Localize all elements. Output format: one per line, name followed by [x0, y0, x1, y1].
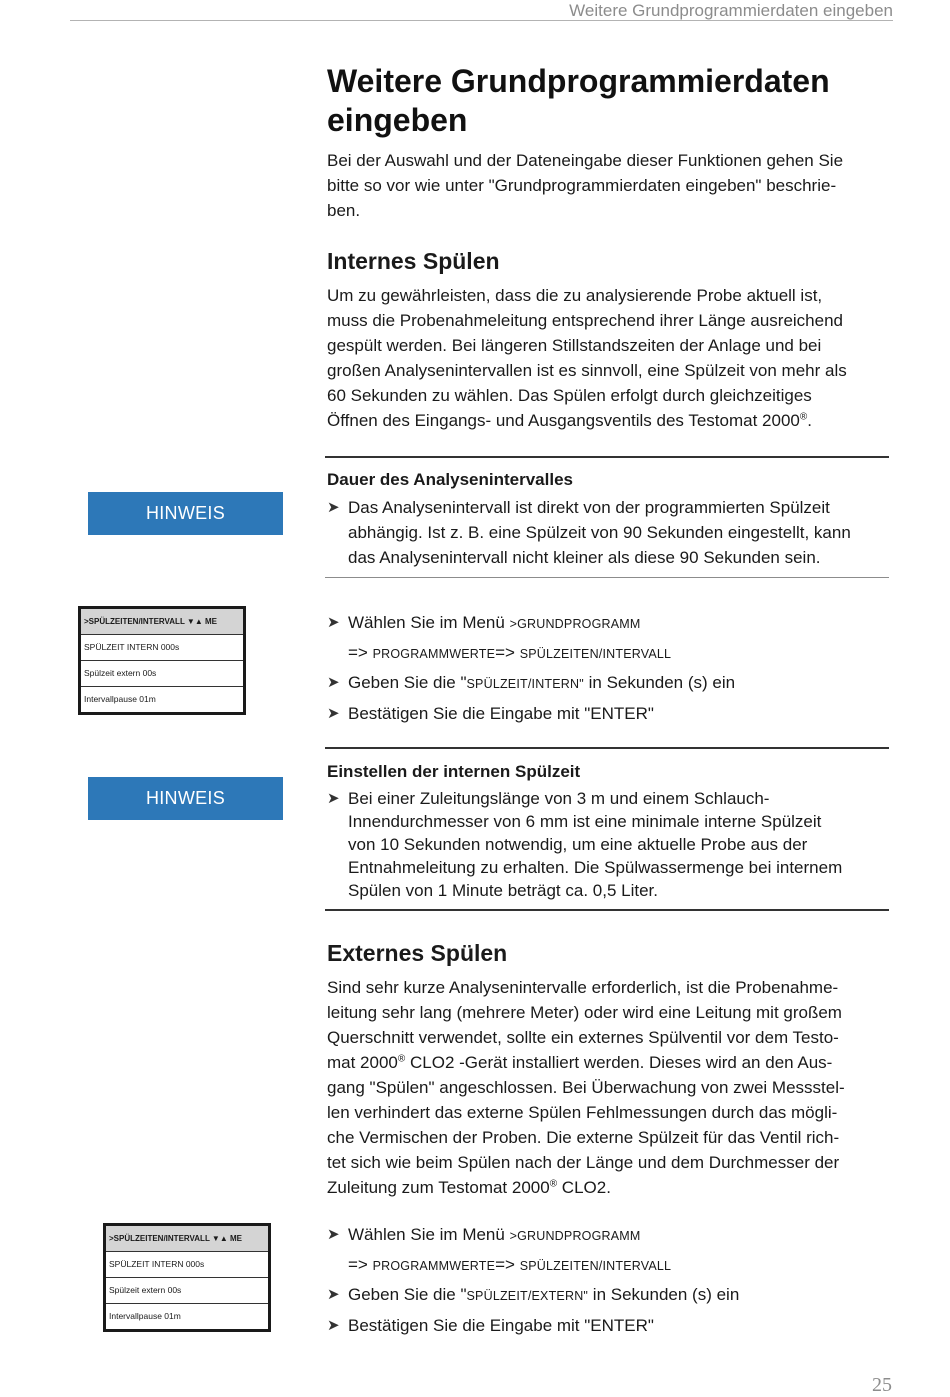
- step-continuation: [327, 640, 889, 667]
- step-bullet: [327, 670, 889, 697]
- lcd-row: Intervallpause 01m: [109, 1311, 181, 1321]
- note-heading: Dauer des Analysenintervalles: [327, 470, 573, 489]
- step-bullet: [327, 1282, 889, 1309]
- paragraph-line: CLO2 -Gerät installiert werden. Dieses wird an den Aus-: [405, 1053, 833, 1072]
- lcd-row: Spülzeit extern 00s: [106, 1278, 268, 1304]
- paragraph-line: großen Analysenintervallen ist es sinnvoll, eine Spülzeit von mehr als: [327, 361, 847, 380]
- bullet-line: Das Analysenintervall ist direkt von der programmierten Spülzeit: [348, 498, 830, 517]
- intro-line: Bei der Auswahl und der Dateneingabe dieser Funktionen gehen Sie: [327, 151, 844, 170]
- page-title-line-1: Weitere Grundprogrammierdaten: [327, 63, 830, 99]
- menu-path: SPÜLZEIT/EXTERN": [466, 1289, 589, 1303]
- paragraph-line: gang "Spülen" angeschlossen. Bei Überwachung von zwei Messstel-: [327, 1078, 845, 1097]
- bullet-line: von 10 Sekunden notwendig, um eine aktuelle Probe aus der: [348, 835, 808, 854]
- lcd-header-row: [81, 609, 243, 635]
- step-bullet: [327, 701, 889, 726]
- paragraph-line: .: [807, 411, 812, 430]
- step-text: Bestätigen Sie die Eingabe mit "ENTER": [348, 1316, 654, 1335]
- registered-mark: ®: [549, 1178, 558, 1190]
- bullet-arrow-icon: ➤: [327, 1317, 340, 1334]
- hinweis-badge: HINWEIS: [88, 492, 283, 535]
- paragraph-line: 60 Sekunden zu wählen. Das Spülen erfolgt durch gleichzeitiges: [327, 386, 812, 405]
- step-bullet: [327, 610, 889, 637]
- note-divider-bottom: [325, 577, 889, 578]
- bullet-arrow-icon: ➤: [327, 1286, 340, 1303]
- menu-path: PROGRAMMWERTE: [372, 647, 496, 661]
- paragraph-line: tet sich wie beim Spülen nach der Länge und dem Durchmesser der: [327, 1153, 840, 1172]
- note-divider-top: [325, 747, 889, 749]
- step-text: Bestätigen Sie die Eingabe mit "ENTER": [348, 704, 654, 723]
- externes-paragraph: [327, 975, 889, 1200]
- step-text: Geben Sie die ": [348, 1285, 467, 1304]
- paragraph-line: gespült werden. Bei längeren Stillstandszeiten der Anlage und bei: [327, 336, 822, 355]
- bullet-arrow-icon: ➤: [327, 674, 340, 691]
- lcd-header-text: >SPÜLZEITEN/INTERVALL: [109, 1234, 210, 1243]
- menu-path: PROGRAMMWERTE: [372, 1259, 496, 1273]
- lcd-arrow-icons: ▼▲ ME: [186, 617, 217, 626]
- lcd-header-text: >SPÜLZEITEN/INTERVALL: [84, 617, 185, 626]
- intro-line: bitte so vor wie unter "Grundprogrammierdaten eingeben" beschrie-: [327, 176, 837, 195]
- paragraph-line: mat 2000: [327, 1053, 398, 1072]
- note-bullet: [327, 495, 889, 570]
- paragraph-line: che Vermischen der Proben. Die externe Spülzeit für das Ventil rich-: [327, 1128, 840, 1147]
- section-heading-internes: Internes Spülen: [327, 248, 500, 274]
- hinweis-badge: HINWEIS: [88, 777, 283, 820]
- bullet-arrow-icon: ➤: [327, 705, 340, 722]
- note-bullet: [327, 787, 889, 902]
- menu-path: SPÜLZEITEN/INTERVALL: [519, 1259, 672, 1273]
- bullet-arrow-icon: ➤: [327, 1226, 340, 1243]
- step-text: =>: [495, 1255, 520, 1274]
- intro-paragraph: [327, 148, 889, 223]
- paragraph-line: muss die Probenahmeleitung entsprechend ihrer Länge ausreichend: [327, 311, 844, 330]
- paragraph-line: CLO2.: [557, 1178, 611, 1197]
- note-heading: Einstellen der internen Spülzeit: [327, 762, 581, 781]
- bullet-line: das Analysenintervall nicht kleiner als diese 90 Sekunden sein.: [348, 548, 821, 567]
- step-text: =>: [495, 643, 520, 662]
- bullet-line: Innendurchmesser von 6 mm ist eine minimale interne Spülzeit: [348, 812, 822, 831]
- lcd-row: Spülzeit extern 00s: [81, 661, 243, 687]
- paragraph-line: leitung sehr lang (mehrere Meter) oder wird eine Leitung mit großem: [327, 1003, 842, 1022]
- menu-path: >GRUNDPROGRAMM: [509, 1229, 641, 1243]
- registered-mark: ®: [397, 1053, 406, 1065]
- paragraph-line: Sind sehr kurze Analysenintervalle erforderlich, ist die Probenahme-: [327, 978, 839, 997]
- bullet-arrow-icon: ➤: [327, 614, 340, 631]
- step-bullet: [327, 1313, 889, 1338]
- page-number: 25: [872, 1374, 892, 1396]
- step-bullet: [327, 1222, 889, 1249]
- step-text: Geben Sie die ": [348, 673, 467, 692]
- note-divider-bottom: [325, 909, 889, 911]
- bullet-arrow-icon: ➤: [327, 499, 340, 516]
- lcd-display: [103, 1223, 271, 1332]
- registered-mark: ®: [799, 411, 808, 423]
- paragraph-line: len verhindert das externe Spülen Fehlmessungen durch das mögli-: [327, 1103, 838, 1122]
- step-text: in Sekunden (s) ein: [583, 673, 736, 692]
- bullet-line: Spülen von 1 Minute beträgt ca. 0,5 Liter.: [348, 881, 658, 900]
- lcd-row: SPÜLZEIT INTERN 000s: [106, 1252, 268, 1278]
- menu-path: SPÜLZEITEN/INTERVALL: [519, 647, 672, 661]
- lcd-row: SPÜLZEIT INTERN 000s: [81, 635, 243, 661]
- step-text: Wählen Sie im Menü: [348, 1225, 510, 1244]
- step-text: =>: [348, 643, 373, 662]
- step-continuation: [327, 1252, 889, 1279]
- paragraph-line: Öffnen des Eingangs- und Ausgangsventils des Testomat 2000: [327, 411, 800, 430]
- menu-path: SPÜLZEIT/INTERN": [466, 677, 584, 691]
- lcd-row: Intervallpause 01m: [84, 694, 156, 704]
- intro-line: ben.: [327, 201, 361, 220]
- step-text: Wählen Sie im Menü: [348, 613, 510, 632]
- note-divider-top: [325, 456, 889, 458]
- page-title: [327, 62, 887, 140]
- bullet-line: Bei einer Zuleitungslänge von 3 m und einem Schlauch-: [348, 789, 770, 808]
- bullet-arrow-icon: ➤: [327, 790, 340, 807]
- paragraph-line: Zuleitung zum Testomat 2000: [327, 1178, 550, 1197]
- lcd-arrow-icons: ▼▲ ME: [211, 1234, 242, 1243]
- page-title-line-2: eingeben: [327, 102, 468, 138]
- internes-paragraph: [327, 283, 889, 433]
- bullet-line: abhängig. Ist z. B. eine Spülzeit von 90 Sekunden eingestellt, kann: [348, 523, 851, 542]
- lcd-header-row: [106, 1226, 268, 1252]
- bullet-line: Entnahmeleitung zu erhalten. Die Spülwassermenge bei internem: [348, 858, 843, 877]
- step-text: =>: [348, 1255, 373, 1274]
- menu-path: >GRUNDPROGRAMM: [509, 617, 641, 631]
- section-heading-externes: Externes Spülen: [327, 940, 508, 966]
- running-header: Weitere Grundprogrammierdaten eingeben: [70, 0, 893, 21]
- step-text: in Sekunden (s) ein: [588, 1285, 740, 1304]
- lcd-display: [78, 606, 246, 715]
- paragraph-line: Um zu gewährleisten, dass die zu analysierende Probe aktuell ist,: [327, 286, 823, 305]
- paragraph-line: Querschnitt verwendet, sollte ein externes Spülventil vor dem Testo-: [327, 1028, 839, 1047]
